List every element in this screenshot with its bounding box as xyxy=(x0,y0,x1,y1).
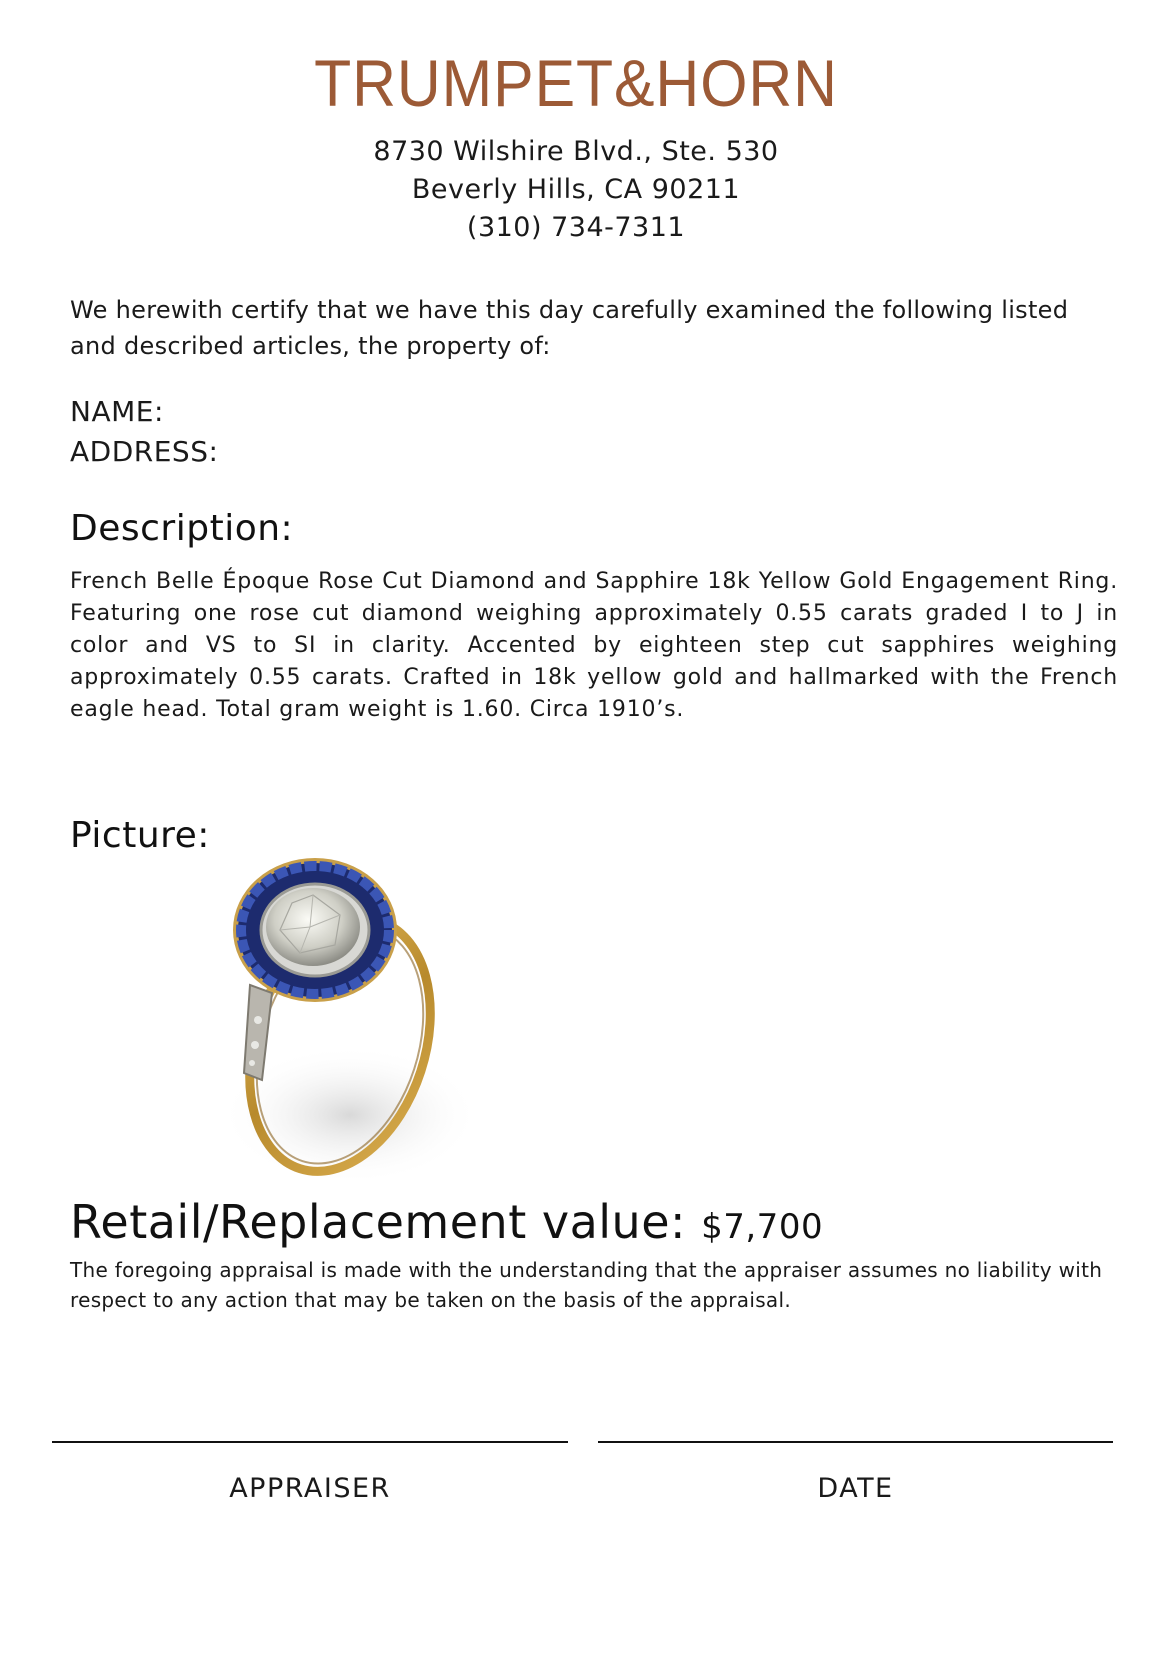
owner-address-label: ADDRESS: xyxy=(70,435,219,468)
owner-name-label: NAME: xyxy=(70,395,164,428)
description-text: French Belle Époque Rose Cut Diamond and Sapphire 18k Yellow Gold Engagement Ring. Featuring one rose cut diamond weighing approximately 0.55 carats graded I to J in color and VS to SI in clarity. Accented by eighteen step cut sapphires weighing approximately 0.55 carats. Crafted in 18k yellow gold and hallmarked with the French eagle head. Total gram weight is 1.60. Circa 1910’s. xyxy=(70,569,1118,722)
address-line-2: Beverly Hills, CA 90211 xyxy=(411,174,741,205)
retail-value-row xyxy=(70,1195,823,1249)
phone-number: (310) 734-7311 xyxy=(466,212,686,243)
business-address xyxy=(0,133,1152,247)
description-heading: Description: xyxy=(70,508,294,549)
ring-photo xyxy=(200,845,520,1195)
appraisal-disclaimer: The foregoing appraisal is made with the understanding that the appraiser assumes no liability with respect to any action that may be taken on the basis of the appraisal. xyxy=(70,1258,1103,1312)
appraiser-signature-line xyxy=(52,1441,568,1443)
ring-illustration xyxy=(200,845,520,1195)
date-signature-line xyxy=(598,1441,1113,1443)
retail-value-label: Retail/Replacement value: xyxy=(70,1195,687,1249)
date-label: DATE xyxy=(817,1473,894,1504)
retail-value-amount: $7,700 xyxy=(701,1207,824,1247)
brand-logo: TRUMPET&HORN xyxy=(314,46,838,120)
appraiser-label: APPRAISER xyxy=(229,1473,391,1504)
certification-statement: We herewith certify that we have this day carefully examined the following listed and described articles, the property of: xyxy=(70,296,1069,360)
address-line-1: 8730 Wilshire Blvd., Ste. 530 xyxy=(373,136,779,167)
picture-heading: Picture: xyxy=(70,815,210,856)
